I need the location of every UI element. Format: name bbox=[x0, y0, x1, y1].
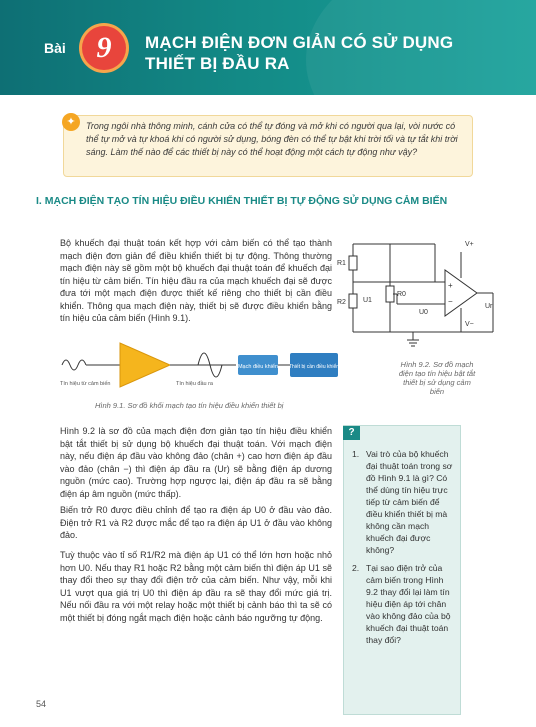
question-number: 2. bbox=[352, 563, 360, 573]
question-list bbox=[352, 448, 457, 652]
lesson-number-badge: 9 bbox=[82, 26, 126, 70]
label-r1: R1 bbox=[337, 260, 346, 267]
lesson-title-line1: MẠCH ĐIỆN ĐƠN GIẢN CÓ SỬ DỤNG bbox=[145, 33, 454, 52]
device-block-label: Thiết bị cần điều khiển bbox=[288, 364, 340, 370]
paragraph-3: Biến trở R0 được điều chỉnh để tạo ra điện áp U0 ở đầu vào đảo. Điện trở R1 và R2 được mắc để tạo ra điện áp U1 ở đầu vào không đảo. bbox=[60, 505, 332, 540]
intro-box bbox=[63, 115, 473, 177]
label-r0: R0 bbox=[397, 291, 406, 298]
paragraph-4: Tuỳ thuộc vào tỉ số R1/R2 mà điện áp U1 có thể lớn hơn hoặc nhỏ hơn U0. Nếu thay R1 hoặc R2 bằng một cảm biến thì điện áp U1 sẽ thay đổi theo sự thay đổi điện trở của cảm biến. Như vậy, mỗi khi U1 vượt qua giá trị U0 thì điện áp đầu ra sẽ thay đổi mức giá trị. Nếu nối đầu ra với một relay hoặc một thiết bị cảnh báo thì ta sẽ có một thiết bị đóng ngắt mạch điện hoặc cảnh báo ngưỡng tự động. bbox=[60, 550, 332, 623]
amplifier-triangle bbox=[120, 343, 170, 387]
lesson-title-line2: THIẾT BỊ ĐẦU RA bbox=[145, 54, 290, 73]
resistor-r1 bbox=[349, 256, 357, 270]
label-vminus: V− bbox=[465, 321, 474, 328]
section-heading: I. MẠCH ĐIỆN TẠO TÍN HIỆU ĐIỀU KHIỂN THIẾT BỊ TỰ ĐỘNG SỬ DỤNG CẢM BIẾN bbox=[36, 195, 448, 207]
resistor-r2 bbox=[349, 294, 357, 308]
resistor-r0 bbox=[386, 286, 394, 302]
question-number: 1. bbox=[352, 449, 360, 459]
question-item bbox=[352, 448, 457, 556]
label-u0: U0 bbox=[419, 309, 428, 316]
paragraph-2: Hình 9.2 là sơ đồ của mạch điện đơn giản tạo tín hiệu điều khiển bật tắt thiết bị sử dụng bộ khuếch đại thuật toán. Với mạch điện này, nếu điện áp đầu vào không đảo (chân +) cao hơn điện áp đầu vào đảo (chân −) thì điện áp đầu ra (Ur) sẽ bằng điện áp dương nguồn (mức cao). Trường hợp ngược lại, điện áp đầu ra sẽ bằng điện áp âm nguồn (mức thấp). bbox=[60, 426, 332, 499]
question-badge: ? bbox=[343, 426, 360, 440]
figure1-caption: Hình 9.1. Sơ đồ khối mạch tạo tín hiệu điều khiển thiết bị bbox=[95, 401, 284, 410]
paragraph-1: Bộ khuếch đại thuật toán kết hợp với cảm biến có thể tạo thành mạch điện đơn giản để điều khiển thiết bị tự động. Thông thường mạch điện này sẽ gồm một bộ khuếch đại thuật toán để khuếch đại tín hiệu từ cảm biến. Tín hiệu đầu ra của mạch khuếch đại sẽ được đưa tới một mạch điện được thiết kế riêng cho thiết bị cần điều khiển. Thông qua mạch điện này, thiết bị sẽ được điều khiển bằng tín hiệu của cảm biến (Hình 9.1). bbox=[60, 238, 332, 323]
control-block-label: Mạch điều khiển bbox=[237, 364, 279, 370]
lesson-label: Bài bbox=[44, 40, 66, 56]
plus-sign: + bbox=[448, 281, 453, 290]
label-u1: U1 bbox=[363, 297, 372, 304]
block-diagram bbox=[58, 335, 358, 399]
lesson-header bbox=[0, 0, 536, 95]
figure2-caption: Hình 9.2. Sơ đồ mạch điện tạo tín hiệu bật tắt thiết bị sử dụng cảm biến bbox=[398, 360, 476, 396]
label-vplus: V+ bbox=[465, 241, 474, 248]
label-r2: R2 bbox=[337, 299, 346, 306]
lightbulb-icon: ✦ bbox=[62, 113, 80, 131]
input-wave-icon bbox=[62, 360, 86, 370]
question-text: Tại sao điện trở của cảm biến trong Hình 9.2 thay đổi lại làm tín hiệu điện áp tới chân vào không đảo của bộ khuếch đại thuật toán thay đổi? bbox=[366, 563, 451, 645]
label-ur: Ur bbox=[485, 303, 493, 310]
intro-text: Trong ngôi nhà thông minh, cánh cửa có thể tự đóng và mở khi có người qua lại, vòi nước có thể tự mở và tự khoá khi có người sử dụng, bóng đèn có thể tự bật khi trời tối và tự tắt khi trời sáng. Làm thế nào để các thiết bị này có thể hoạt động một cách tự động như vậy? bbox=[86, 121, 458, 157]
output-label: Tín hiệu đầu ra bbox=[176, 381, 213, 387]
minus-sign: − bbox=[448, 297, 453, 306]
page-number: 54 bbox=[36, 699, 47, 709]
question-text: Vai trò của bộ khuếch đại thuật toán trong sơ đồ Hình 9.1 là gì? Có thể dùng tín hiệu trực tiếp từ cảm biến để điều khiển thiết bị mà không cần mạch khuếch đại được không? bbox=[366, 449, 453, 555]
question-item bbox=[352, 562, 457, 646]
input-label: Tín hiệu từ cảm biến bbox=[60, 381, 111, 387]
circuit-diagram bbox=[335, 232, 505, 357]
